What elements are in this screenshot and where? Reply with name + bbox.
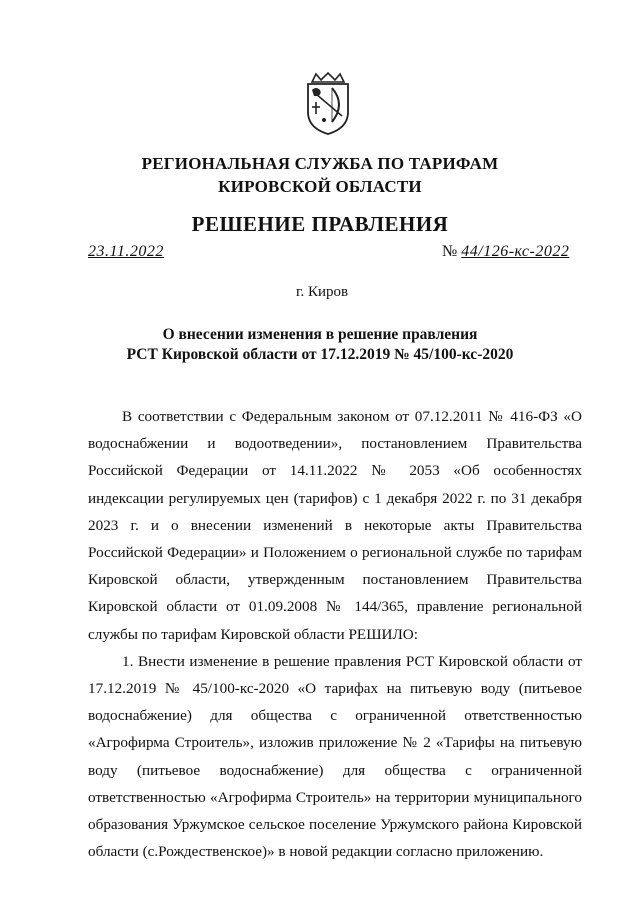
kirov-coat-of-arms-icon [302,72,354,136]
document-type-title: РЕШЕНИЕ ПРАВЛЕНИЯ [191,212,449,236]
subject-line1: О внесении изменения в решение правления [162,326,478,343]
decision-date-value: 23.11.2022 [88,243,164,260]
body-paragraph-preamble: В соответствии с Федеральным законом от 07.12.2011 № 416-ФЗ «О водоснабжении и водоотведении», постановлением Правительства Российской Федерации от 14.11.2022 № 2053 «Об особенностях индексации регулируемых цен (тарифов) с 1 декабря 2022 г. по 31 декабря 2023 г. и о внесении изменений в некоторые акты Правительства Российской Федерации» и Положением о региональной службе по тарифам Кировской области, утвержденным постановлением Правительства Кировской области от 01.09.2008 № 144/365, правление региональной службы по тарифам Кировской области РЕШИЛО: [88,408,582,643]
decision-date [88,243,164,261]
decision-number-value: 44/126-кс-2022 [461,243,570,260]
body-paragraph-item-1: 1. Внести изменение в решение правления РСТ Кировской области от 17.12.2019 № 45/100-кс-2020 «О тарифах на питьевую воду (питьевое водоснабжение) для общества с ограниченной ответственностью «Агрофирма Строитель», изложив приложение № 2 «Тарифы на питьевую воду (питьевое водоснабжение) для общества с ограниченной ответственностью «Агрофирма Строитель» на территории муниципального образования Уржумское сельское поселение Уржумского района Кировской области (с.Рождественское)» в новой редакции согласно приложению. [88,652,582,861]
agency-name-line1: РЕГИОНАЛЬНАЯ СЛУЖБА ПО ТАРИФАМ [141,154,499,173]
agency-name-line2: КИРОВСКОЙ ОБЛАСТИ [218,177,422,196]
subject-line2: РСТ Кировской области от 17.12.2019 № 45/100-кс-2020 [126,346,514,363]
decision-number-prefix: № [442,243,458,260]
city-label: г. Киров [296,284,349,300]
document-body [88,403,582,865]
decision-number [442,243,569,261]
